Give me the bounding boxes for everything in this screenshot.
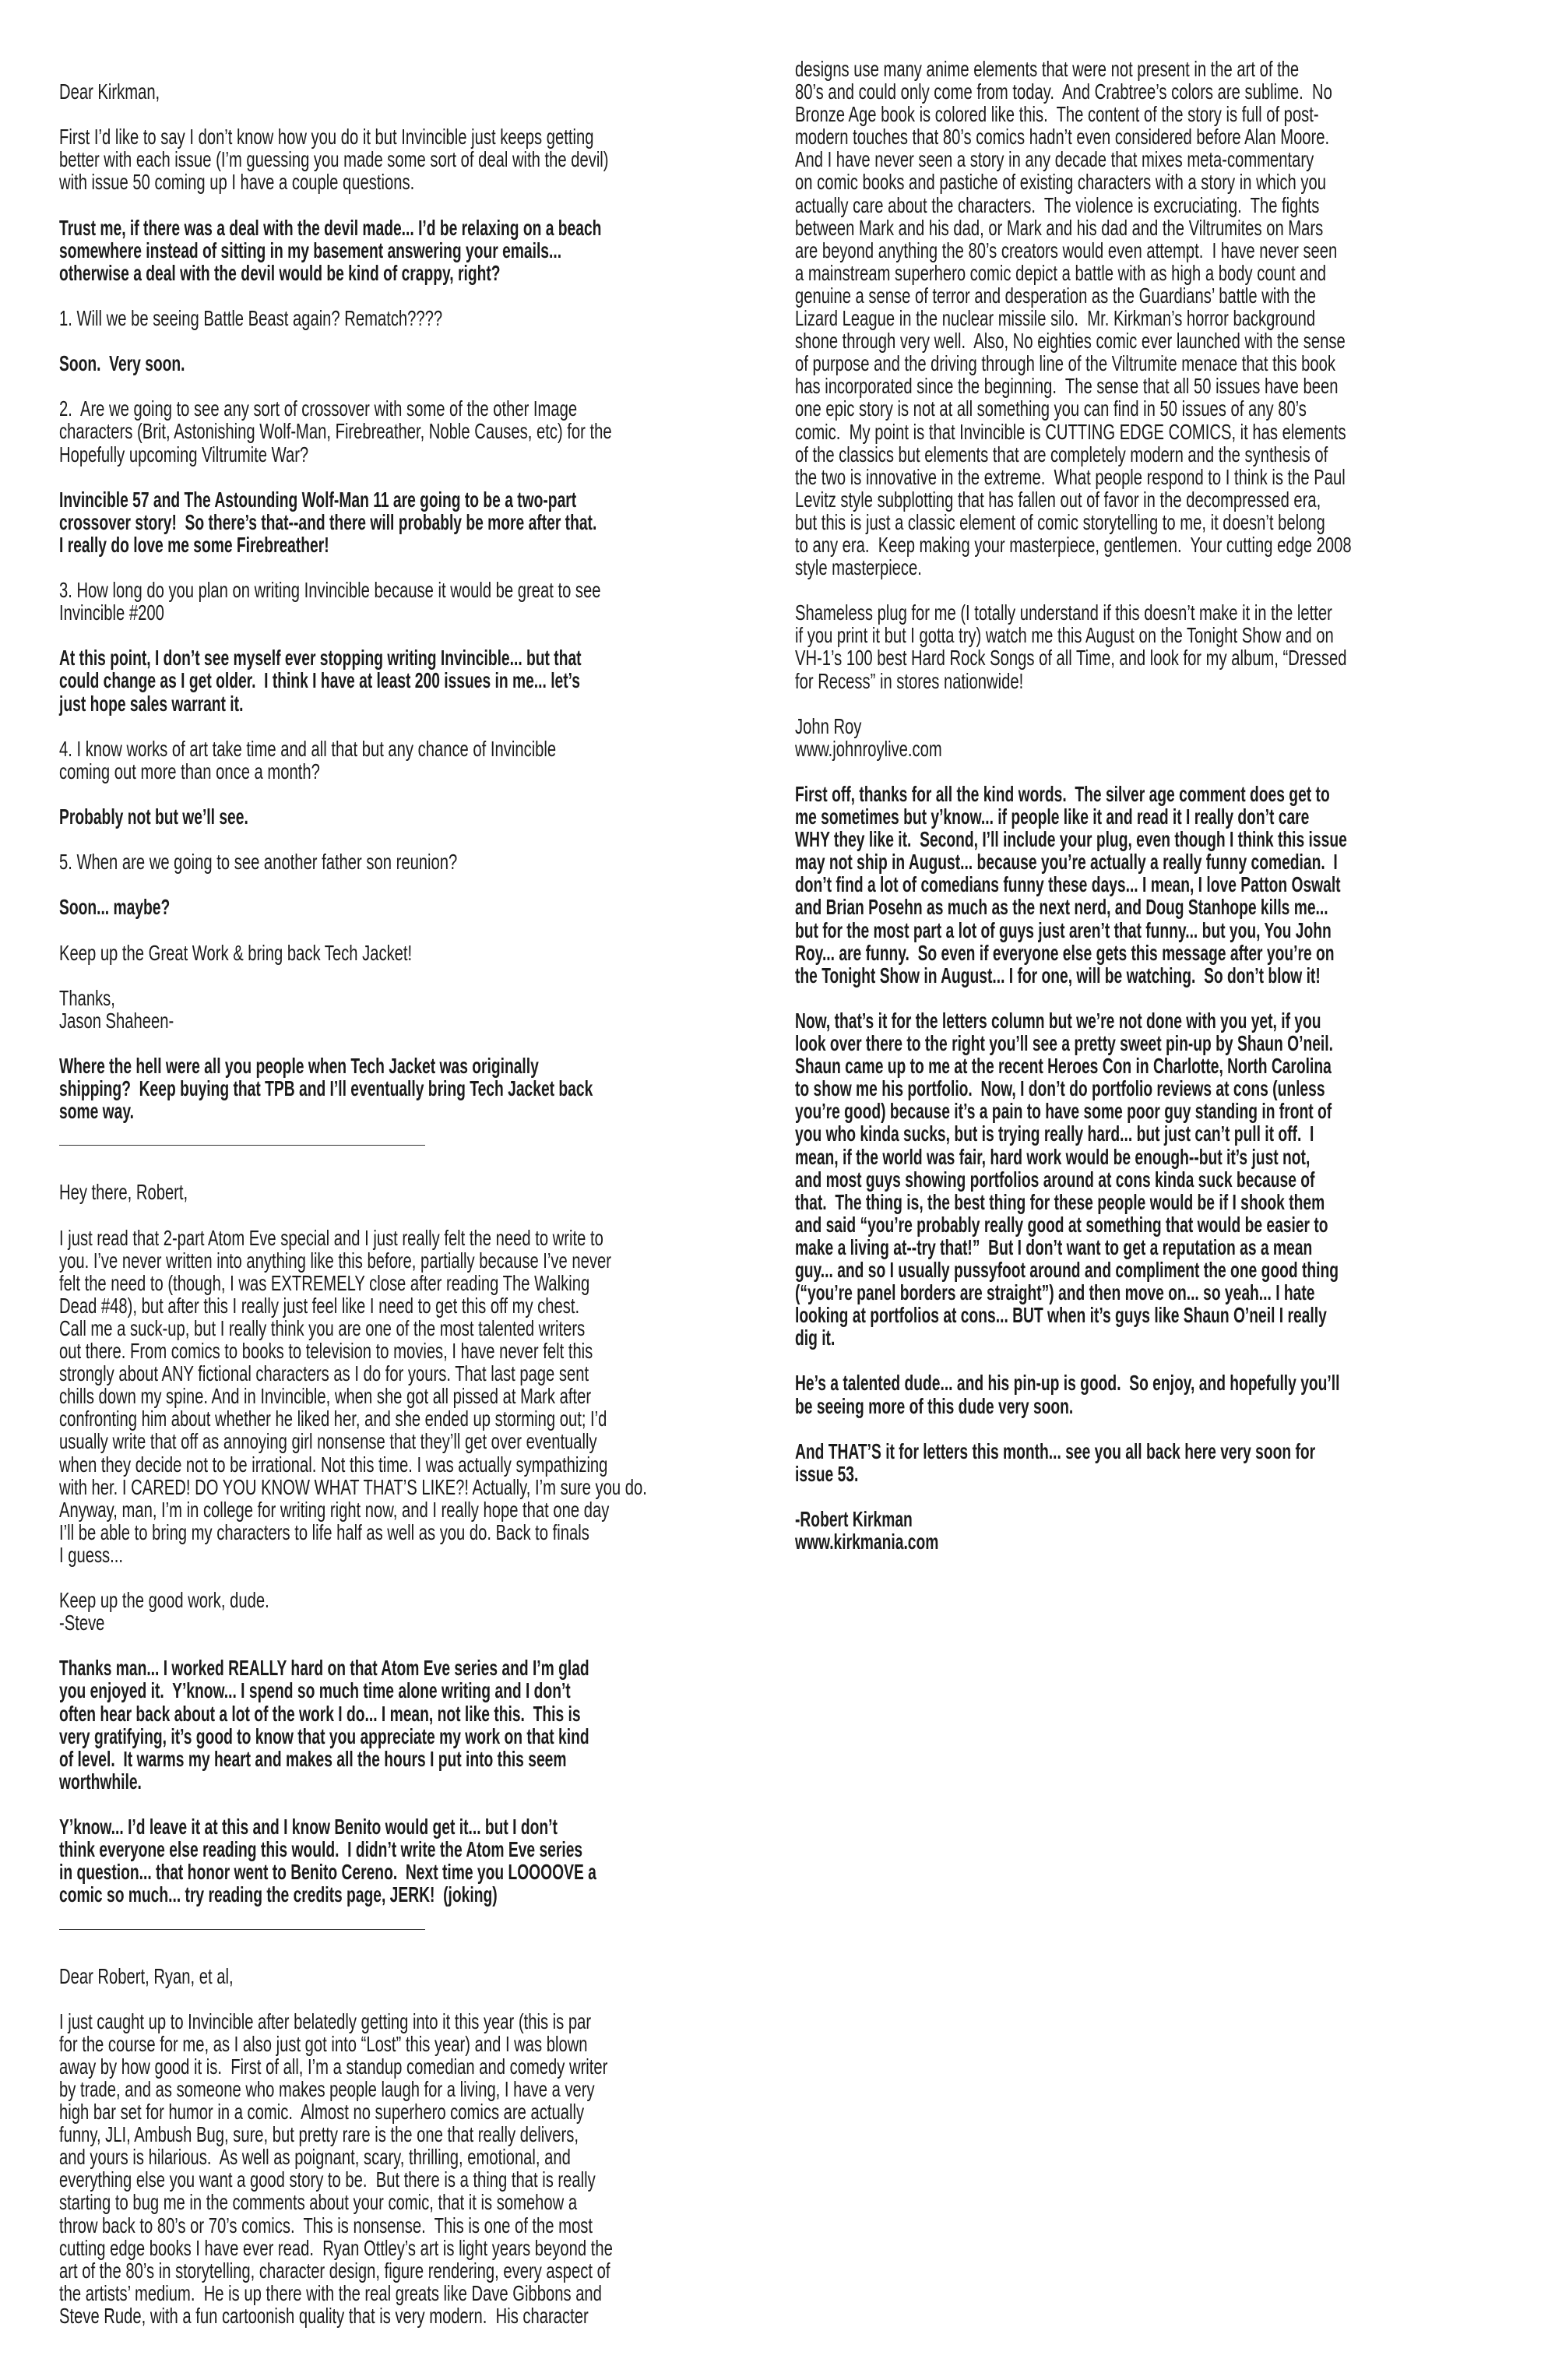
text-line: of purpose and the driving through line of the Viltrumite menace that this book — [795, 351, 1336, 376]
text-line: Invincible #200 — [59, 600, 164, 625]
text-line: often hear back about a lot of the work I do... I mean, not like this. This is — [59, 1701, 581, 1726]
text-line: modern touches that 80’s comics hadn’t even considered before Alan Moore. — [795, 125, 1330, 150]
text-line: Keep up the Great Work & bring back Tech Jacket! — [59, 940, 413, 965]
text-line: Dear Kirkman, — [59, 79, 160, 104]
text-line: Thanks, — [59, 985, 115, 1010]
text-line: the two is innovative in the extreme. What people respond to I think is the Paul — [795, 464, 1346, 489]
text-line: and yours is hilarious. As well as poignant, scary, thrilling, emotional, and — [59, 2145, 571, 2170]
text-line: just hope sales warrant it. — [59, 691, 244, 716]
left-column — [59, 80, 791, 2350]
editor-reply-paragraph — [59, 352, 791, 375]
text-line: with issue 50 coming up I have a couple questions. — [59, 170, 415, 195]
text-line: for the course for me, as I also just got into “Lost” this year) and I was blown — [59, 2031, 588, 2056]
text-line: away by how good it is. First of all, I’m a standup comedian and comedy writer — [59, 2054, 608, 2079]
text-line: guy... and so I usually pussyfoot around and compliment the one good thing — [795, 1257, 1339, 1282]
text-line: somewhere instead of sitting in my basement answering your emails... — [59, 238, 562, 262]
text-line: Invincible 57 and The Astounding Wolf-Man 11 are going to be a two-part — [59, 487, 577, 512]
text-line: coming out more than once a month? — [59, 759, 320, 783]
text-line: -Steve — [59, 1611, 105, 1635]
text-line: First I’d like to say I don’t know how you do it but Invincible just keeps getting — [59, 125, 594, 150]
text-line: but for the most part a lot of guys just aren’t that funny... but you, You John — [795, 917, 1332, 942]
text-line: I just caught up to Invincible after belatedly getting into it this year (this is par — [59, 2009, 592, 2033]
text-line: felt the need to (though, I was EXTREMELY close after reading The Walking — [59, 1270, 590, 1295]
text-line: Probably not but we’ll see. — [59, 804, 248, 829]
text-line: very gratifying, it’s good to know that you appreciate my work on that kind — [59, 1723, 589, 1748]
text-line: and said “you’re probably really good at something that would be easier to — [795, 1212, 1328, 1237]
text-line: throw back to 80’s or 70’s comics. This is nonsense. This is one of the most — [59, 2213, 593, 2237]
text-line: I really do love me some Firebreather! — [59, 532, 329, 557]
text-line: www.kirkmania.com — [795, 1530, 939, 1554]
editor-reply-paragraph — [795, 1440, 1527, 1485]
text-line: the Tonight Show in August... I for one, will be watching. So don’t blow it! — [795, 963, 1321, 988]
text-line: 3. How long do you plan on writing Invincible because it would be great to see — [59, 578, 601, 603]
text-line: Y’know... I’d leave it at this and I know Benito would get it... but I don’t — [59, 1815, 558, 1840]
letter-paragraph — [795, 58, 1527, 579]
text-line: but this is just a classic element of comic storytelling to me, it doesn’t belong — [795, 509, 1325, 534]
text-line: to show me his portfolio. Now, I don’t do portfolio reviews at cons (unless — [795, 1076, 1325, 1101]
text-line: you’re good) because it’s a pain to have some poor guy standing in front of — [795, 1099, 1332, 1124]
letter-paragraph — [59, 579, 791, 624]
text-line: are beyond anything the 80’s creators would even attempt. I have never seen — [795, 238, 1338, 262]
text-line: Keep up the good work, dude. — [59, 1588, 269, 1613]
letter-paragraph — [59, 2010, 791, 2327]
text-line: Trust me, if there was a deal with the devil made... I’d be relaxing on a beach — [59, 215, 602, 240]
editor-reply-paragraph — [59, 1054, 791, 1122]
editor-reply-paragraph — [795, 783, 1527, 987]
text-line: confronting him about whether he liked her, and she ended up storming out; I’d — [59, 1407, 607, 1431]
text-line: Dead #48), but after this I really just feel like I need to get this off my chest. — [59, 1293, 580, 1318]
letter-paragraph — [59, 1965, 791, 1987]
text-line: between Mark and his dad, or Mark and his dad and the Viltrumites on Mars — [795, 215, 1324, 240]
text-line: you. I’ve never written into anything like this before, partially because I’ve never — [59, 1248, 611, 1273]
text-line: WHY they like it. Second, I’ll include your plug, even though I think this issue — [795, 827, 1347, 852]
letter-paragraph — [59, 738, 791, 783]
text-line: with her. I CARED! DO YOU KNOW WHAT THAT’S LIKE?! Actually, I’m sure you do. — [59, 1474, 647, 1499]
text-line: 5. When are we going to see another father son reunion? — [59, 850, 458, 875]
text-line: Shaun came up to me at the recent Heroes Con in Charlotte, North Carolina — [795, 1054, 1332, 1079]
text-line: on comic books and pastiche of existing characters with a story in which you — [795, 170, 1326, 195]
editor-reply-paragraph — [795, 1371, 1527, 1417]
text-line: think everyone else reading this would. I didn’t write the Atom Eve series — [59, 1837, 583, 1862]
editor-reply-paragraph — [59, 896, 791, 918]
text-line: me sometimes but y’know... if people like it and read it I really don’t care — [795, 804, 1310, 829]
right-column — [795, 58, 1527, 1576]
text-line: Now, that’s it for the letters column but we’re not done with you yet, if you — [795, 1008, 1321, 1033]
letter-paragraph — [59, 307, 791, 329]
text-line: Steve Rude, with a fun cartoonish quality that is very modern. His character — [59, 2303, 589, 2328]
text-line: comic so much... try reading the credits page, JERK! (joking) — [59, 1882, 498, 1907]
text-line: better with each issue (I’m guessing you made some sort of deal with the devil) — [59, 147, 609, 172]
text-line: Hopefully upcoming Viltrumite War? — [59, 442, 309, 466]
text-line: strongly about ANY fictional characters as I do for yours. That last page sent — [59, 1361, 589, 1386]
text-line: John Roy — [795, 713, 862, 738]
text-line: I just read that 2-part Atom Eve special and I just really felt the need to write to — [59, 1225, 603, 1250]
text-line: issue 53. — [795, 1461, 859, 1486]
letter-paragraph — [795, 715, 1527, 760]
text-line: everything else you want a good story to be. But there is a thing that is really — [59, 2167, 596, 2192]
text-line: and Brian Posehn as much as the next nerd, and Doug Stanhope kills me... — [795, 895, 1328, 920]
text-line: if you print it but I gotta try) watch me this August on the Tonight Show and on — [795, 623, 1334, 648]
text-line: (“you’re panel borders are straight”) and then move on... so yeah... I hate — [795, 1280, 1315, 1305]
text-line: And THAT’S it for letters this month... see you all back here very soon for — [795, 1438, 1316, 1463]
text-line: that. The thing is, the best thing for these people would be if I shook them — [795, 1189, 1325, 1214]
text-line: www.johnroylive.com — [795, 736, 942, 761]
text-line: Call me a suck-up, but I really think you are one of the most talented writers — [59, 1315, 586, 1340]
text-line: you who kinda sucks, but is trying really hard... but just can’t pull it off. I — [795, 1121, 1314, 1146]
text-line: has incorporated since the beginning. The sense that all 50 issues have been — [795, 374, 1339, 399]
text-line: high bar set for humor in a comic. Almost no superhero comics are actually — [59, 2100, 585, 2125]
text-line: make a living at--try that!” But I don’t want to get a reputation as a mean — [795, 1234, 1313, 1259]
editor-reply-paragraph — [795, 1508, 1527, 1553]
text-line: crossover story! So there’s that--and there will probably be more after that. — [59, 509, 597, 534]
text-line: could change as I get older. I think I have at least 200 issues in me... let’s — [59, 668, 581, 693]
section-divider — [59, 1145, 425, 1146]
text-line: you enjoyed it. Y’know... I spend so much time alone writing and I don’t — [59, 1678, 571, 1703]
text-line: cutting edge books I have ever read. Ryan Ottley’s art is light years beyond the — [59, 2235, 613, 2260]
text-line: may not ship in August... because you’re actually a really funny comedian. I — [795, 850, 1338, 875]
text-line: Dear Robert, Ryan, et al, — [59, 1963, 234, 1988]
text-line: At this point, I don’t see myself ever stopping writing Invincible... but that — [59, 646, 582, 671]
text-line: be seeing more of this dude very soon. — [795, 1393, 1074, 1418]
text-line: in question... that honor went to Benito Cereno. Next time you LOOOOVE a — [59, 1860, 596, 1885]
text-line: dig it. — [795, 1326, 836, 1350]
letter-paragraph — [59, 987, 791, 1032]
text-line: a mainstream superhero comic depict a battle with as high a body count and — [795, 260, 1326, 285]
text-line: characters (Brit, Astonishing Wolf-Man, Firebreather, Noble Causes, etc) for the — [59, 419, 612, 444]
text-line: Soon... maybe? — [59, 895, 171, 920]
text-line: shipping? Keep buying that TPB and I’ll eventually bring Tech Jacket back — [59, 1076, 593, 1101]
text-line: I guess... — [59, 1542, 124, 1567]
text-line: -Robert Kirkman — [795, 1507, 913, 1531]
text-line: 4. I know works of art take time and all that but any chance of Invincible — [59, 736, 557, 761]
letter-paragraph — [59, 1181, 791, 1203]
text-line: by trade, and as someone who makes people laugh for a living, I have a very — [59, 2076, 595, 2101]
text-line: of level. It warms my heart and makes all the hours I put into this seem — [59, 1746, 567, 1771]
text-line: And I have never seen a story in any decade that mixes meta-commentary — [795, 147, 1314, 172]
editor-reply-paragraph — [59, 1815, 791, 1906]
editor-reply-paragraph — [59, 488, 791, 556]
text-line: art of the 80’s in storytelling, character design, figure rendering, every aspect of — [59, 2258, 610, 2283]
text-line: Shameless plug for me (I totally understand if this doesn’t make it in the letter — [795, 600, 1332, 625]
text-line: actually care about the characters. The violence is excruciating. The fights — [795, 192, 1320, 217]
text-line: 1. Will we be seeing Battle Beast again? Rematch???? — [59, 305, 443, 330]
text-line: when they decide not to be irrational. Not this time. I was actually sympathizing — [59, 1452, 608, 1477]
text-line: VH-1’s 100 best Hard Rock Songs of all Time, and look for my album, “Dressed — [795, 646, 1347, 671]
text-line: looking at portfolios at cons... BUT when it’s guys like Shaun O’neil I really — [795, 1303, 1327, 1328]
text-line: mean, if the world was fair, hard work would be enough--but it’s just not, — [795, 1144, 1311, 1169]
text-line: usually write that off as annoying girl nonsense that they’ll get over eventually — [59, 1429, 597, 1454]
text-line: Thanks man... I worked REALLY hard on that Atom Eve series and I’m glad — [59, 1656, 589, 1681]
text-line: Where the hell were all you people when Tech Jacket was originally — [59, 1054, 539, 1079]
text-line: designs use many anime elements that were not present in the art of the — [795, 57, 1300, 81]
text-line: First off, thanks for all the kind words. The silver age comment does get to — [795, 782, 1330, 806]
section-divider — [59, 1929, 425, 1930]
editor-reply-paragraph — [59, 217, 791, 284]
text-line: Jason Shaheen- — [59, 1008, 174, 1033]
text-line: the artists’ medium. He is up there with the real greats like Dave Gibbons and — [59, 2280, 602, 2305]
editor-reply-paragraph — [59, 1656, 791, 1793]
text-line: of the classics but elements that are completely modern and the synthesis of — [795, 442, 1328, 466]
letter-paragraph — [59, 850, 791, 873]
text-line: to any era. Keep making your masterpiece, gentlemen. Your cutting edge 2008 — [795, 532, 1352, 557]
text-line: style masterpiece. — [795, 555, 922, 580]
text-line: chills down my spine. And in Invincible, when she got all pissed at Mark after — [59, 1384, 592, 1409]
text-line: one epic story is not at all something you can find in 50 issues of any 80’s — [795, 396, 1307, 421]
text-line: out there. From comics to books to television to movies, I have never felt this — [59, 1339, 593, 1364]
letter-paragraph — [795, 601, 1527, 692]
text-line: worthwhile. — [59, 1769, 142, 1794]
text-line: He’s a talented dude... and his pin-up is good. So enjoy, and hopefully you’ll — [795, 1371, 1340, 1396]
editor-reply-paragraph — [59, 805, 791, 828]
text-line: don’t find a lot of comedians funny these days... I mean, I love Patton Oswalt — [795, 872, 1341, 897]
letter-paragraph — [59, 1227, 791, 1566]
text-line: look over there to the right you’ll see a pretty sweet pin-up by Shaun O’neil. — [795, 1031, 1333, 1056]
text-line: otherwise a deal with the devil would be kind of crappy, right? — [59, 260, 501, 285]
text-line: 2. Are we going to see any sort of crossover with some of the other Image — [59, 396, 578, 421]
letter-paragraph — [59, 942, 791, 964]
text-line: Levitz style subplotting that has fallen out of favor in the decompressed era, — [795, 487, 1321, 512]
letter-paragraph — [59, 1589, 791, 1634]
letter-paragraph — [59, 397, 791, 465]
text-line: I’ll be able to bring my characters to life half as well as you do. Back to finals — [59, 1519, 589, 1544]
text-line: for Recess” in stores nationwide! — [795, 668, 1024, 693]
text-line: Anyway, man, I’m in college for writing right now, and I really hope that one day — [59, 1497, 610, 1522]
text-line: Soon. Very soon. — [59, 351, 185, 376]
text-line: comic. My point is that Invincible is CUTTING EDGE COMICS, it has elements — [795, 419, 1346, 444]
text-line: 80’s and could only come from today. And Crabtree’s colors are sublime. No — [795, 79, 1332, 104]
text-line: some way. — [59, 1099, 134, 1124]
letter-paragraph — [59, 80, 791, 103]
editor-reply-paragraph — [59, 646, 791, 714]
text-line: shone through very well. Also, No eighties comic ever launched with the sense — [795, 329, 1346, 354]
text-line: Roy... are funny. So even if everyone else gets this message after you’re on — [795, 940, 1335, 965]
letter-paragraph — [59, 125, 791, 193]
text-line: Lizard League in the nuclear missile silo. Mr. Kirkman’s horror background — [795, 306, 1316, 331]
text-line: and most guys showing portfolios around at cons kinda suck because of — [795, 1167, 1315, 1192]
text-line: Bronze Age book is colored like this. The content of the story is full of post- — [795, 102, 1319, 127]
text-line: genuine a sense of terror and desperation as the Guardians’ battle with the — [795, 283, 1316, 308]
text-line: starting to bug me in the comments about your comic, that it is somehow a — [59, 2190, 578, 2215]
text-line: funny, JLI, Ambush Bug, sure, but pretty rare is the one that really delivers, — [59, 2122, 579, 2147]
editor-reply-paragraph — [795, 1009, 1527, 1349]
text-line: Hey there, Robert, — [59, 1180, 188, 1205]
